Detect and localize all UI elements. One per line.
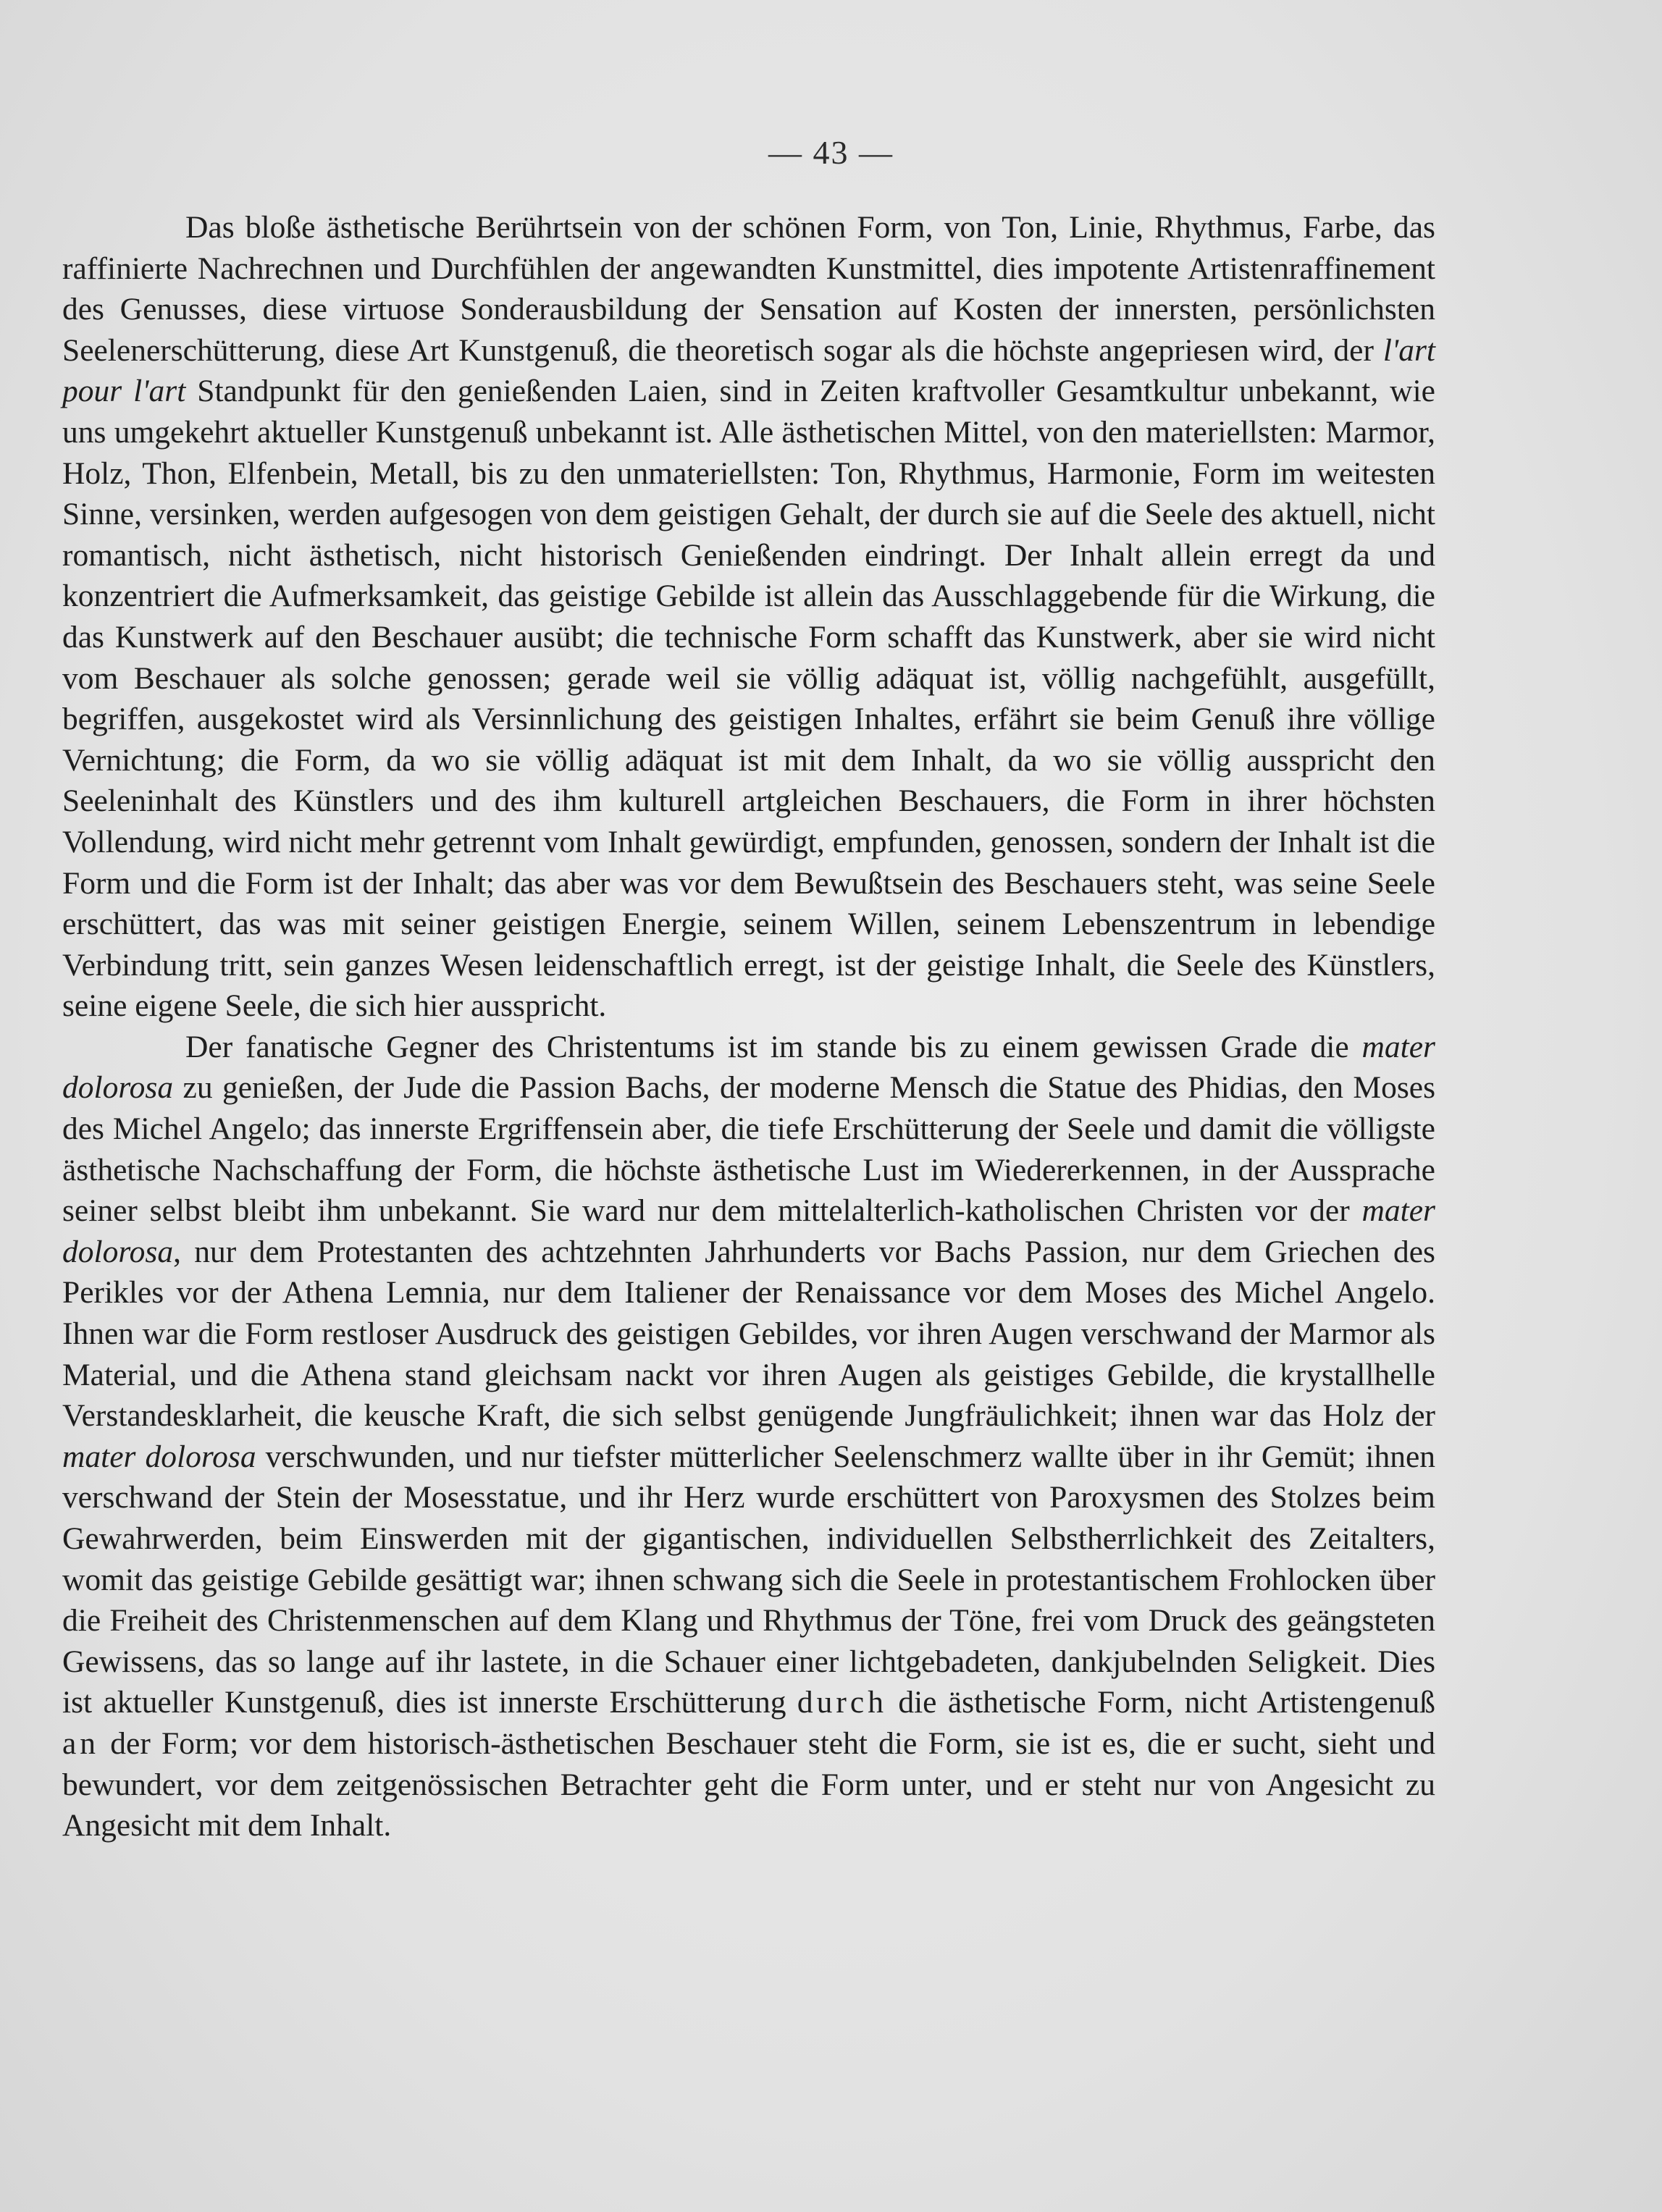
page-number: — 43 — bbox=[768, 134, 894, 171]
text-segment: Das bloße ästhetische Berührtsein von der schönen Form, von Ton, Linie, Rhythmus, Farbe, das raffinierte Nachrechnen und Durchfühlen der angewandten Kunstmittel, dies impotente Artistenraffinement des Genusses, diese virtuose Sonderausbildung der Sensation auf Kosten der innersten, persönlichsten Seelenerschütterung, diese Art Kunstgenuß, die theoretisch sogar als die höchste angepriesen wird, der bbox=[62, 210, 1435, 368]
text-segment: , nur dem Protestanten des achtzehnten Jahrhunderts vor Bachs Passion, nur dem Griechen des Perikles vor der Athena Lemnia, nur dem Italiener der Renaissance vor dem Moses des Michel Angelo. Ihnen war die Form restloser Ausdruck des geistigen Gebildes, vor ihren Augen verschwand der Marmor als Material, und die Athena stand gleichsam nackt vor ihren Augen als geistiges Gebilde, die krystallhelle Verstandesklarheit, die keusche Kraft, die sich selbst genügende Jungfräulichkeit; ihnen war das Holz der bbox=[62, 1234, 1435, 1434]
spaced-emphasis: an bbox=[62, 1725, 100, 1761]
spaced-emphasis: durch bbox=[797, 1685, 887, 1720]
italic-phrase: mater dolorosa bbox=[62, 1029, 1435, 1106]
text-segment: Standpunkt für den genießenden Laien, sind in Zeiten kraftvoller Gesamtkultur unbekannt, wie uns umgekehrt aktueller Kunstgenuß unbekannt ist. Alle ästhetischen Mittel, von den materiellsten: Marmor, Holz, Thon, Elfenbein, Metall, bis zu den unmateriellsten: Ton, Rhythmus, Harmonie, Form im weitesten Sinne, versinken, werden aufgesogen von dem geistigen Gehalt, der durch sie auf die Seele des aktuell, nicht romantisch, nicht ästhetisch, nicht historisch Genießenden eindringt. Der Inhalt allein erregt da und konzentriert die Aufmerksamkeit, das geistige Gebilde ist allein das Ausschlaggebende für die Wirkung, die das Kunstwerk auf den Beschauer ausübt; die technische Form schafft das Kunstwerk, aber sie wird nicht vom Beschauer als solche genossen; gerade weil sie völlig adäquat ist, völlig nachgefühlt, ausgefüllt, begriffen, ausgekostet wird als Versinnlichung des geistigen Inhaltes, erfährt sie beim Genuß ihre völlige Vernichtung; die Form, da wo sie völlig adäquat ist mit dem Inhalt, da wo sie völlig ausspricht den Seeleninhalt des Künstlers und des ihm kulturell artgleichen Beschauers, die Form in ihrer höchsten Vollendung, wird nicht mehr getrennt vom Inhalt gewürdigt, empfunden, genossen, sondern der Inhalt ist die Form und die Form ist der Inhalt; das aber was vor dem Bewußtsein des Beschauers steht, was seine Seele erschüttert, das was mit seiner geistigen Energie, seinem Willen, seinem Lebenszentrum in lebendige Verbindung tritt, sein ganzes Wesen leidenschaftlich erregt, ist der geistige Inhalt, die Seele des Künstlers, seine eigene Seele, die sich hier ausspricht. bbox=[62, 374, 1435, 1024]
paragraph bbox=[62, 1027, 1435, 1846]
text-segment: die ästhetische Form, nicht Artistengenuß bbox=[886, 1685, 1435, 1720]
text-segment: der Form; vor dem historisch-ästhetischen Beschauer steht die Form, sie ist es, die er sucht, sieht und bewundert, vor dem zeitgenössischen Betrachter geht die Form unter, und er steht nur von Angesicht zu Angesicht mit dem Inhalt. bbox=[62, 1725, 1435, 1843]
italic-phrase: l'art pour l'art bbox=[62, 332, 1435, 409]
text-segment: Der fanatische Gegner des Christentums ist im stande bis zu einem gewissen Grade die bbox=[185, 1029, 1362, 1064]
text-segment: verschwunden, und nur tiefster mütterlicher Seelenschmerz wallte über in ihr Gemüt; ihnen verschwand der Stein der Mosesstatue, und ihr Herz wurde erschüttert von Paroxysmen des Stolzes beim Gewahrwerden, beim Einswerden mit der gigantischen, individuellen Selbstherrlichkeit des Zeitalters, womit das geistige Gebilde gesättigt war; ihnen schwang sich die Seele in protestantischem Frohlocken über die Freiheit des Christenmenschen auf dem Klang und Rhythmus der Töne, frei vom Druck des geängsteten Gewissens, das so lange auf ihr lastete, in die Schauer einer lichtgebadeten, dankjubelnden Seligkeit. Dies ist aktueller Kunstgenuß, dies ist innerste Erschütterung bbox=[62, 1439, 1436, 1720]
italic-phrase: mater dolorosa bbox=[62, 1439, 256, 1474]
paragraph bbox=[62, 207, 1435, 1027]
italic-phrase: mater dolorosa bbox=[62, 1193, 1435, 1269]
body-text bbox=[62, 207, 1435, 1846]
text-segment: zu genießen, der Jude die Passion Bachs, der moderne Mensch die Statue des Phidias, den Moses des Michel Angelo; das innerste Ergriffensein aber, die tiefe Erschütterung der Seele und damit die völligste ästhetische Nachschaffung der Form, die höchste ästhetische Lust im Wiedererkennen, in der Aussprache seiner selbst bleibt ihm unbekannt. Sie ward nur dem mittelalterlich-katholischen Christen vor der bbox=[62, 1070, 1435, 1229]
